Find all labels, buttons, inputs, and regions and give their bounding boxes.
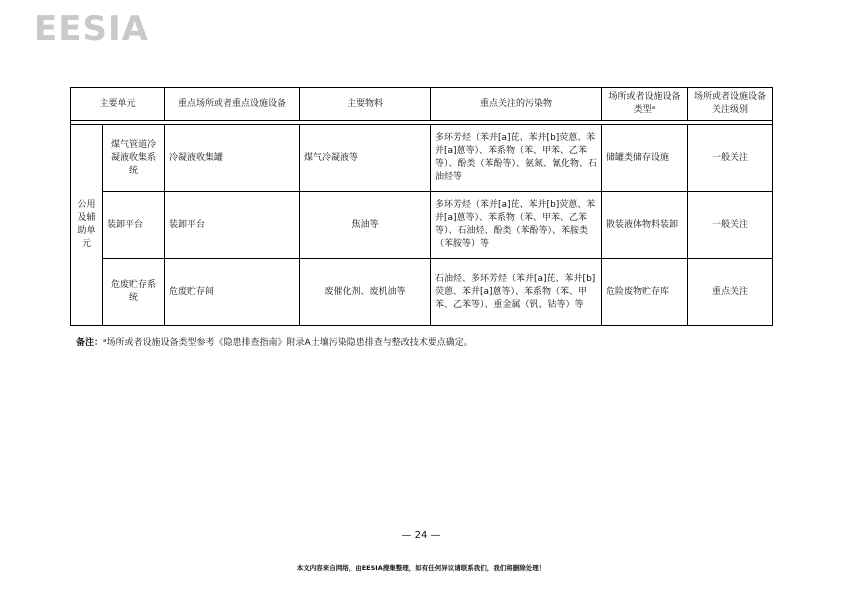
pollutants-cell: 多环芳烃（苯并[a]芘、苯并[b]荧蒽、苯并[a]蒽等）、苯系物（苯、甲苯、乙苯等）、石油烃、酚类（苯酚等）、苯胺类（苯胺等）等 — [431, 192, 602, 259]
table-header-row — [71, 88, 773, 121]
table-row — [71, 192, 773, 259]
header-main-unit: 主要单元 — [71, 88, 165, 121]
material-cell: 煤气冷凝液等 — [300, 125, 431, 192]
table-row — [71, 259, 773, 326]
unit-cell: 装卸平台 — [103, 192, 165, 259]
header-key-place: 重点场所或者重点设施设备 — [165, 88, 300, 121]
header-main-material: 主要物料 — [300, 88, 431, 121]
note-text: ᵃ场所或者设施设备类型参考《隐患排查指南》附录A土壤污染隐患排查与整改技术要点确定。 — [103, 338, 473, 348]
type-cell: 储罐类储存设施 — [602, 125, 688, 192]
place-cell: 危废贮存间 — [165, 259, 300, 326]
material-cell: 焦油等 — [300, 192, 431, 259]
group-label: 公用及辅助单元 — [71, 125, 103, 326]
place-cell: 装卸平台 — [165, 192, 300, 259]
level-cell: 一般关注 — [688, 125, 773, 192]
page-number: — 24 — — [401, 530, 441, 541]
header-attention-level: 场所或者设施设备关注级别 — [688, 88, 773, 121]
eesia-logo: EESIA — [34, 9, 149, 49]
pollutants-cell: 石油烃、多环芳烃（苯并[a]芘、苯并[b]荧蒽、苯并[a]蒽等）、苯系物（苯、甲苯、乙苯等）、重金属（钒、钴等）等 — [431, 259, 602, 326]
unit-cell: 危废贮存系统 — [103, 259, 165, 326]
table-note — [76, 335, 473, 348]
footer-disclaimer: 本文内容来自网络，由EESIA搜集整理，如有任何异议请联系我们，我们将删除处理！ — [296, 564, 546, 572]
type-cell: 危险废物贮存库 — [602, 259, 688, 326]
material-cell: 废催化剂、废机油等 — [300, 259, 431, 326]
level-cell: 重点关注 — [688, 259, 773, 326]
type-cell: 散装液体物料装卸 — [602, 192, 688, 259]
level-cell: 一般关注 — [688, 192, 773, 259]
pollution-table — [70, 87, 773, 326]
place-cell: 冷凝液收集罐 — [165, 125, 300, 192]
pollutants-cell: 多环芳烃（苯并[a]芘、苯并[b]荧蒽、苯并[a]蒽等）、苯系物（苯、甲苯、乙苯等）、酚类（苯酚等）、氨氮、氰化物、石油烃等 — [431, 125, 602, 192]
header-facility-type: 场所或者设施设备类型ᵃ — [602, 88, 688, 121]
header-pollutants: 重点关注的污染物 — [431, 88, 602, 121]
table-row — [71, 125, 773, 192]
note-label: 备注： — [76, 338, 104, 348]
unit-cell: 煤气管道冷凝液收集系统 — [103, 125, 165, 192]
